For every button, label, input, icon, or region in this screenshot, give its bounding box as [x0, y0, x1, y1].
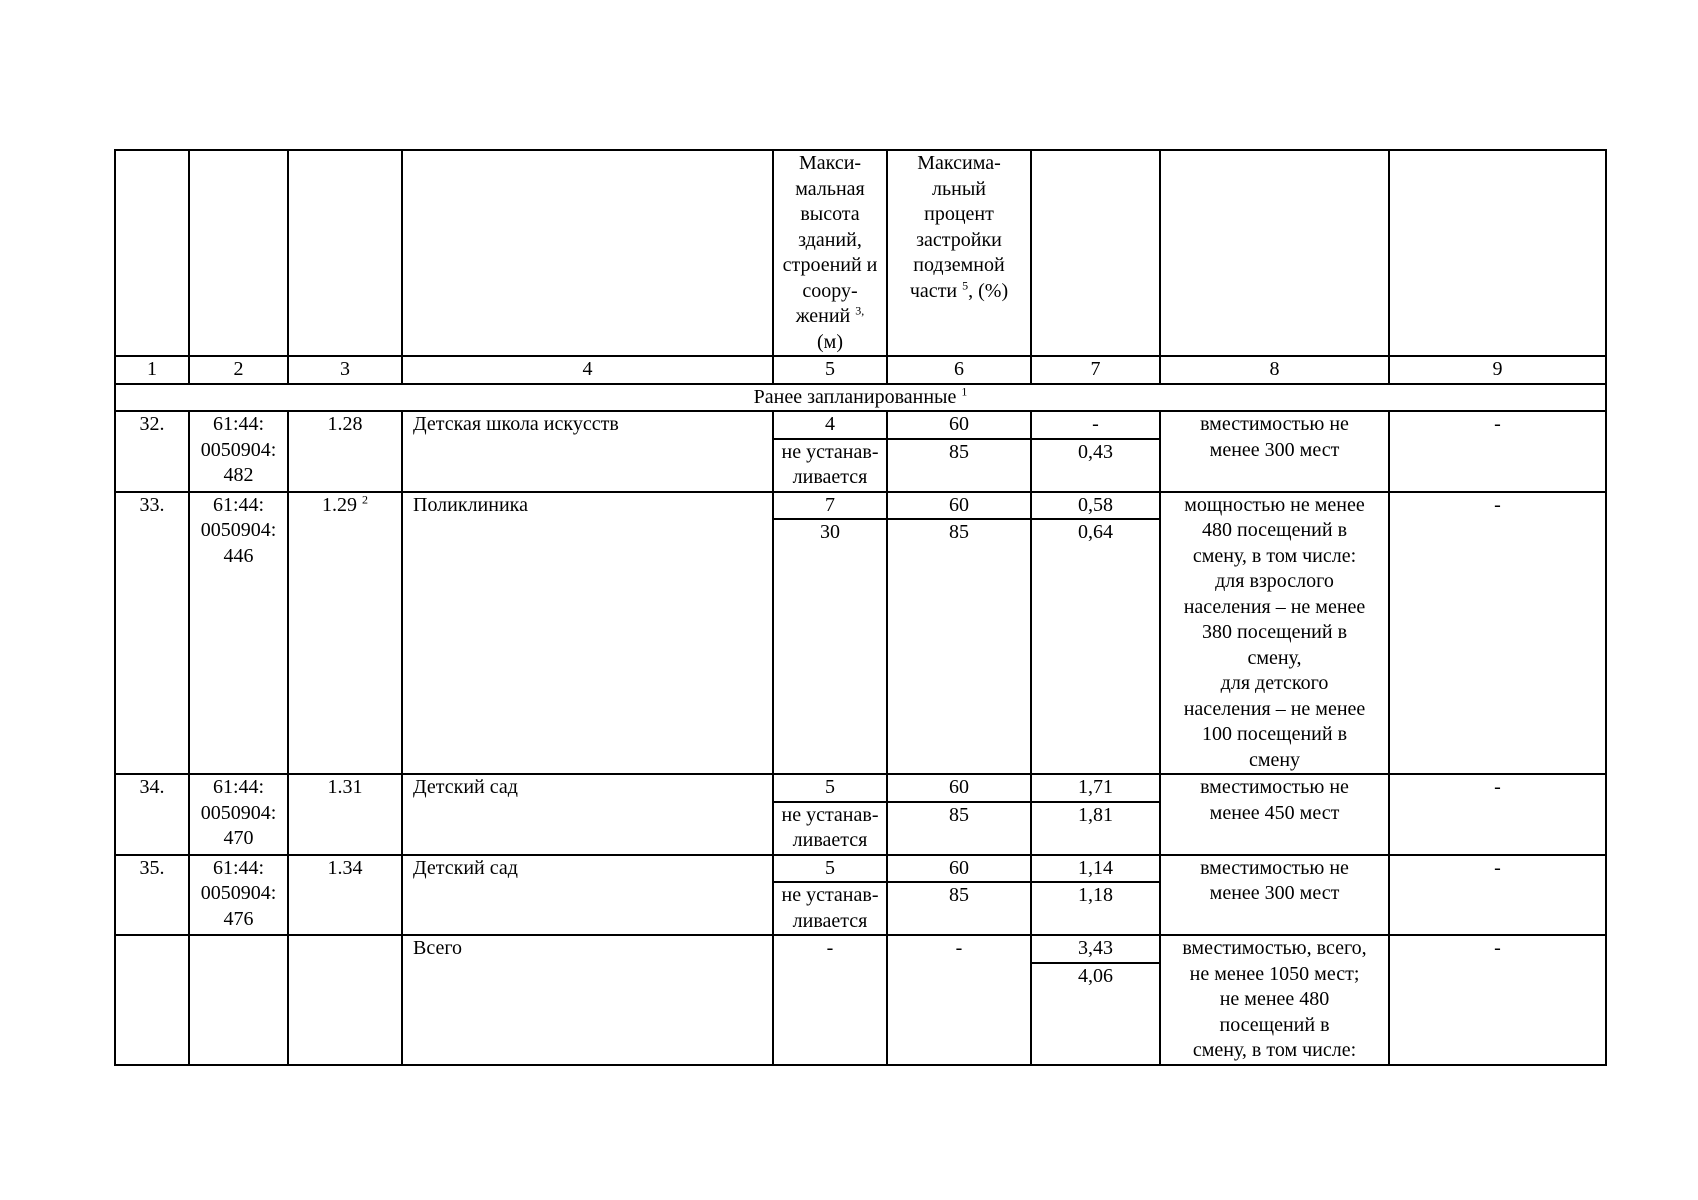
column-number: 7 [1031, 356, 1160, 384]
row-number: 35. [115, 855, 189, 936]
capacity-text: мощностью не менее 480 посещений в смену, в том числе: для взрослого населения – не менее 380 посещений в смену, для детского населения – не менее 100 посещений в смену [1160, 492, 1389, 775]
max-height-value: 5 [773, 774, 887, 802]
cadastral-number: 61:44: 0050904: 446 [189, 492, 288, 775]
max-height-value: не устанав- ливается [773, 882, 887, 935]
row-number: 34. [115, 774, 189, 855]
capacity-text: вместимостью не менее 300 мест [1160, 411, 1389, 492]
col9-value: - [1389, 774, 1606, 855]
percent-value: 60 [887, 855, 1031, 883]
percent-value: 60 [887, 411, 1031, 439]
total-capacity-text: вместимостью, всего, не менее 1050 мест; не менее 480 посещений в смену, в том числе: [1160, 935, 1389, 1065]
table-header-row [115, 150, 1606, 356]
area-value: 0,43 [1031, 439, 1160, 492]
row-number: 32. [115, 411, 189, 492]
percent-value: 60 [887, 492, 1031, 520]
area-value: 1,18 [1031, 882, 1160, 935]
zone-number: 1.34 [288, 855, 402, 936]
area-value: 1,71 [1031, 774, 1160, 802]
empty-cell [189, 935, 288, 1065]
cadastral-number: 61:44: 0050904: 476 [189, 855, 288, 936]
zone-number: 1.31 [288, 774, 402, 855]
column-number: 3 [288, 356, 402, 384]
object-name: Поликлиника [402, 492, 773, 775]
column-numbers-row [115, 356, 1606, 384]
header-cell-2 [189, 150, 288, 356]
header-cell-1 [115, 150, 189, 356]
percent-value: 85 [887, 882, 1031, 935]
max-height-value: 7 [773, 492, 887, 520]
column-number: 1 [115, 356, 189, 384]
total-percent: - [887, 935, 1031, 1065]
header-cell-3 [288, 150, 402, 356]
header-max-percent: Максима- льный процент застройки подземной части $^5$, (%) [887, 150, 1031, 356]
zone-number: 1.29 $^2$ [288, 492, 402, 775]
total-row [115, 935, 1606, 963]
total-area-value: 3,43 [1031, 935, 1160, 963]
max-height-value: не устанав- ливается [773, 439, 887, 492]
column-number: 2 [189, 356, 288, 384]
col9-value: - [1389, 492, 1606, 775]
table-row [115, 855, 1606, 883]
table-row [115, 411, 1606, 439]
object-name: Детская школа искусств [402, 411, 773, 492]
column-number: 4 [402, 356, 773, 384]
area-value: 0,64 [1031, 519, 1160, 774]
table-row [115, 774, 1606, 802]
header-cell-8 [1160, 150, 1389, 356]
max-height-value: 4 [773, 411, 887, 439]
capacity-text: вместимостью не менее 450 мест [1160, 774, 1389, 855]
col9-value: - [1389, 411, 1606, 492]
column-number: 6 [887, 356, 1031, 384]
section-row [115, 384, 1606, 412]
zone-number: 1.28 [288, 411, 402, 492]
percent-value: 60 [887, 774, 1031, 802]
total-height: - [773, 935, 887, 1065]
header-cell-7 [1031, 150, 1160, 356]
percent-value: 85 [887, 439, 1031, 492]
capacity-text: вместимостью не менее 300 мест [1160, 855, 1389, 936]
empty-cell [288, 935, 402, 1065]
planned-objects-table [114, 149, 1607, 1066]
col9-value: - [1389, 855, 1606, 936]
column-number: 8 [1160, 356, 1389, 384]
cadastral-number: 61:44: 0050904: 470 [189, 774, 288, 855]
total-area-value: 4,06 [1031, 963, 1160, 1065]
column-number: 5 [773, 356, 887, 384]
section-title: Ранее запланированные $^1$ [115, 384, 1606, 412]
object-name: Детский сад [402, 774, 773, 855]
object-name: Детский сад [402, 855, 773, 936]
cadastral-number: 61:44: 0050904: 482 [189, 411, 288, 492]
column-number: 9 [1389, 356, 1606, 384]
total-label: Всего [402, 935, 773, 1065]
area-value: - [1031, 411, 1160, 439]
header-cell-9 [1389, 150, 1606, 356]
header-cell-4 [402, 150, 773, 356]
area-value: 1,14 [1031, 855, 1160, 883]
max-height-value: 5 [773, 855, 887, 883]
area-value: 0,58 [1031, 492, 1160, 520]
header-max-height: Макси- мальная высота зданий, строений и соору- жений $^{3,}$ (м) [773, 150, 887, 356]
max-height-value: 30 [773, 519, 887, 774]
max-height-value: не устанав- ливается [773, 802, 887, 855]
area-value: 1,81 [1031, 802, 1160, 855]
percent-value: 85 [887, 802, 1031, 855]
table-row [115, 492, 1606, 520]
percent-value: 85 [887, 519, 1031, 774]
empty-cell [115, 935, 189, 1065]
total-col9: - [1389, 935, 1606, 1065]
row-number: 33. [115, 492, 189, 775]
